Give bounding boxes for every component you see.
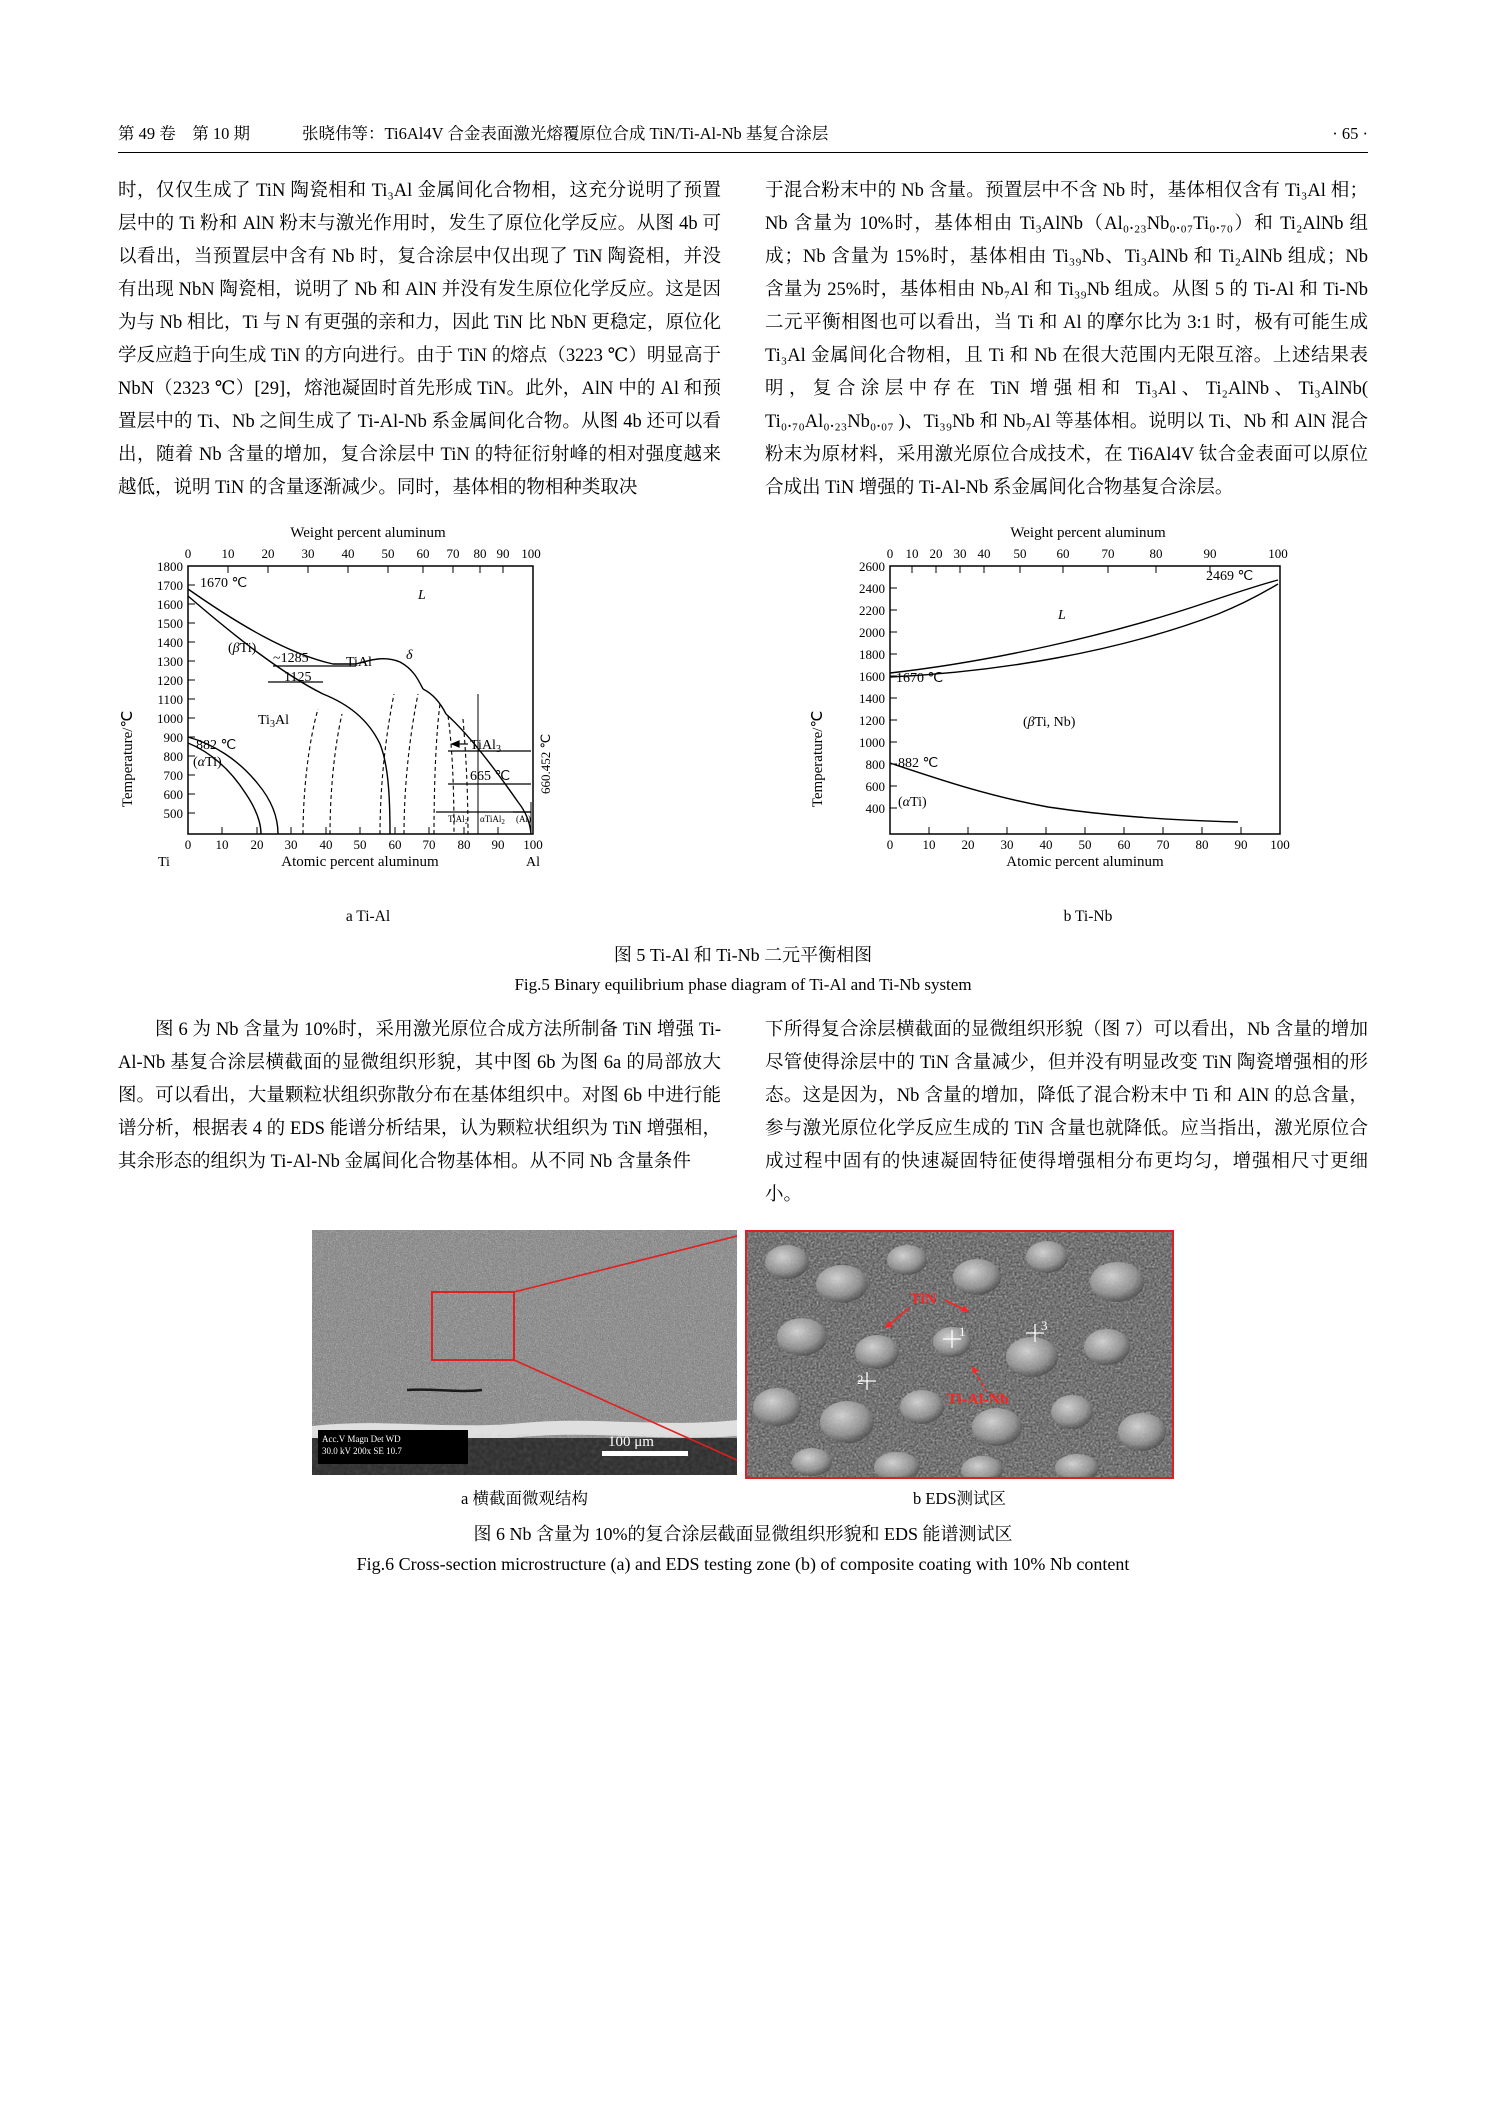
svg-text:800: 800	[163, 749, 183, 764]
svg-text:80: 80	[1195, 837, 1209, 852]
ti-nb-plot	[808, 544, 1368, 904]
figure-5	[118, 525, 1368, 1000]
svg-text:0: 0	[184, 546, 192, 561]
svg-text:90: 90	[1234, 837, 1248, 852]
svg-text:800: 800	[865, 757, 885, 772]
svg-text:50: 50	[1078, 837, 1092, 852]
svg-text:Ti-Al-Nb: Ti-Al-Nb	[947, 1391, 1009, 1408]
figure-5-caption-en: Fig.5 Binary equilibrium phase diagram of Ti-Al and Ti-Nb system	[514, 975, 972, 994]
svg-text:1: 1	[959, 1324, 966, 1339]
svg-text:500: 500	[163, 806, 183, 821]
svg-text:10: 10	[922, 837, 936, 852]
body-columns-bottom	[118, 1014, 1368, 1212]
svg-text:1400: 1400	[157, 635, 183, 650]
svg-text:δ: δ	[406, 648, 413, 663]
figure-6	[118, 1230, 1368, 1579]
paragraph-left-1: 时，仅仅生成了 TiN 陶瓷相和 Ti₃Al 金属间化合物相，这充分说明了预置层中的 Ti 粉和 AlN 粉末与激光作用时，发生了原位化学反应。从图 4b 可以看出，当预置层中含有 Nb 时，复合涂层中仅出现了 TiN 陶瓷相，并没有出现 NbN 陶瓷相，说明了 Nb 和 AlN 并没有发生原位化学反应。这是因为与 Nb 相比，Ti 与 N 有更强的亲和力，因此 TiN 比 NbN 更稳定，原位化学反应趋于向生成 TiN 的方向进行。由于 TiN 的熔点（3223 ℃）明显高于 NbN（2323 ℃）[29]，熔池凝固时首先形成 TiN。此外，AlN 中的 Al 和预置层中的 Ti、Nb 之间生成了 Ti-Al-Nb 系金属间化合物。从图 4b 还可以看出，随着 Nb 含量的增加，复合涂层中 TiN 的特征衍射峰的相对强度越来越低，说明 TiN 的含量逐渐减少。同时，基体相的物相种类取决	[118, 181, 721, 498]
svg-text:TiAl2: TiAl$_2$	[448, 814, 469, 826]
svg-text:1200: 1200	[157, 673, 183, 688]
svg-text:Ti: Ti	[158, 855, 170, 870]
svg-text:1800: 1800	[157, 559, 183, 574]
svg-text:70: 70	[446, 546, 460, 561]
svg-text:90: 90	[1203, 546, 1217, 561]
svg-text:80: 80	[473, 546, 487, 561]
svg-text:Al: Al	[526, 855, 540, 870]
svg-text:1125: 1125	[284, 670, 312, 685]
svg-text:1700: 1700	[157, 578, 183, 593]
svg-text:Atomic percent aluminum: Atomic percent aluminum	[1006, 854, 1164, 870]
figure-6a-subcaption: a 横截面微观结构	[461, 1489, 588, 1508]
svg-text:αTiAl2: αTiAl$_2$	[480, 814, 505, 826]
header-divider	[118, 152, 1368, 153]
running-head	[118, 120, 1368, 150]
svg-text:20: 20	[929, 546, 943, 561]
figure-6-subcaptions	[118, 1485, 1368, 1509]
right-column-2	[765, 1014, 1368, 1212]
svg-text:70: 70	[1101, 546, 1115, 561]
svg-text:10: 10	[905, 546, 919, 561]
body-columns-top	[118, 175, 1368, 505]
svg-text:1000: 1000	[157, 711, 183, 726]
svg-text:660.452 ℃: 660.452 ℃	[538, 733, 553, 794]
svg-text:1400: 1400	[859, 691, 885, 706]
svg-text:1600: 1600	[859, 669, 885, 684]
svg-text:1600: 1600	[157, 597, 183, 612]
left-column-2	[118, 1014, 721, 1212]
svg-text:10: 10	[221, 546, 235, 561]
page-number: · 65 ·	[1332, 124, 1368, 143]
svg-text:1000: 1000	[859, 735, 885, 750]
svg-text:100 μm: 100 μm	[608, 1434, 654, 1450]
svg-text:100: 100	[521, 546, 541, 561]
svg-text:20: 20	[261, 546, 275, 561]
left-column	[118, 175, 721, 505]
svg-text:600: 600	[865, 779, 885, 794]
svg-text:60: 60	[1117, 837, 1131, 852]
svg-text:400: 400	[865, 801, 885, 816]
figure-5-caption-cn: 图 5 Ti-Al 和 Ti-Nb 二元平衡相图	[613, 945, 873, 965]
svg-text:1100: 1100	[157, 692, 183, 707]
svg-text:(βTi, Nb): (βTi, Nb)	[1023, 715, 1076, 730]
svg-text:2200: 2200	[859, 603, 885, 618]
svg-text:2600: 2600	[859, 559, 885, 574]
figure-6-caption-cn: 图 6 Nb 含量为 10%的复合涂层截面显微组织形貌和 EDS 能谱测试区	[473, 1524, 1013, 1544]
svg-text:Atomic percent aluminum: Atomic percent aluminum	[281, 854, 439, 870]
svg-text:10: 10	[215, 837, 229, 852]
svg-text:900: 900	[163, 730, 183, 745]
svg-text:30: 30	[1000, 837, 1014, 852]
svg-text:60: 60	[1056, 546, 1070, 561]
svg-text:(βTi): (βTi)	[228, 641, 257, 656]
svg-text:700: 700	[163, 768, 183, 783]
figure-6-caption	[118, 1519, 1368, 1579]
ti-al-top-axis-title: Weight percent aluminum	[290, 525, 446, 541]
figure-5b-subcaption: b Ti-Nb	[1063, 908, 1113, 925]
svg-text:30: 30	[284, 837, 298, 852]
svg-text:TiAl3: TiAl$_3$	[470, 738, 501, 755]
svg-text:1500: 1500	[157, 616, 183, 631]
svg-text:60: 60	[388, 837, 402, 852]
svg-text:0: 0	[184, 837, 192, 852]
svg-text:0: 0	[886, 837, 894, 852]
svg-text:(αTi): (αTi)	[898, 795, 927, 810]
volume-issue: 第 49 卷 第 10 期	[118, 124, 250, 143]
svg-text:90: 90	[491, 837, 505, 852]
svg-text:2: 2	[857, 1372, 864, 1387]
svg-text:(αTi): (αTi)	[193, 755, 222, 770]
svg-text:70: 70	[422, 837, 436, 852]
figure-5-caption	[118, 940, 1368, 1000]
svg-text:50: 50	[1013, 546, 1027, 561]
paragraph-right-2: 下所得复合涂层横截面的显微组织形貌（图 7）可以看出，Nb 含量的增加尽管使得涂层中的 TiN 含量减少，但并没有明显改变 TiN 陶瓷增强相的形态。这是因为，Nb 含量的增加，降低了混合粉末中 Ti 和 AlN 的总含量，参与激光原位化学反应生成的 TiN 含量也就降低。应当指出，激光原位合成过程中固有的快速凝固特征使得增强相分布更均匀，增强相尺寸更细小。	[765, 1020, 1368, 1205]
svg-text:(Al): (Al)	[516, 814, 531, 824]
sem-image-cross-section	[312, 1230, 737, 1475]
figure-5a-subcaption: a Ti-Al	[345, 908, 391, 925]
svg-text:100: 100	[1268, 546, 1288, 561]
svg-text:60: 60	[416, 546, 430, 561]
paragraph-right-1: 于混合粉末中的 Nb 含量。预置层中不含 Nb 时，基体相仅含有 Ti₃Al 相；Nb 含量为 10%时，基体相由 Ti₃AlNb（Al₀.₂₃Nb₀.₀₇Ti₀.₇₀）和 Ti₂AlNb 组成；Nb 含量为 15%时，基体相由 Ti₃₉Nb、Ti₃AlNb 和 Ti₂AlNb 组成；Nb 含量为 25%时，基体相由 Nb₇Al 和 Ti₃₉Nb 组成。从图 5 的 Ti-Al 和 Ti-Nb 二元平衡相图也可以看出，当 Ti 和 Al 的摩尔比为 3:1 时，极有可能生成 Ti₃Al 金属间化合物相，且 Ti 和 Nb 在很大范围内无限互溶。上述结果表明，复合涂层中存在 TiN 增强相和 Ti₃Al、Ti₂AlNb、Ti₃AlNb( Ti₀.₇₀Al₀.₂₃Nb₀.₀₇ )、Ti₃₉Nb 和 Nb₇Al 等基体相。说明以 Ti、Nb 和 AlN 混合粉末为原材料，采用激光原位合成技术，在 Ti6Al4V 钛合金表面可以原位合成出 TiN 增强的 Ti-Al-Nb 系金属间化合物基复合涂层。	[765, 181, 1368, 498]
svg-text:1300: 1300	[157, 654, 183, 669]
svg-text:1800: 1800	[859, 647, 885, 662]
svg-text:1670 ℃: 1670 ℃	[896, 671, 944, 686]
svg-text:40: 40	[341, 546, 355, 561]
figure-6-caption-en: Fig.6 Cross-section microstructure (a) and EDS testing zone (b) of composite coating with 10% Nb content	[356, 1554, 1130, 1574]
svg-text:~1285: ~1285	[273, 651, 309, 666]
svg-text:882 ℃: 882 ℃	[196, 738, 237, 753]
svg-text:80: 80	[1149, 546, 1163, 561]
svg-text:TiN: TiN	[910, 1291, 937, 1308]
svg-text:2400: 2400	[859, 581, 885, 596]
svg-text:2000: 2000	[859, 625, 885, 640]
svg-text:40: 40	[1039, 837, 1053, 852]
svg-text:100: 100	[1270, 837, 1290, 852]
svg-text:80: 80	[457, 837, 471, 852]
svg-text:40: 40	[319, 837, 333, 852]
svg-text:L: L	[1058, 608, 1066, 623]
phase-diagram-ti-al	[118, 525, 618, 926]
svg-text:TiAl: TiAl	[346, 655, 372, 670]
svg-text:20: 20	[250, 837, 264, 852]
page-content	[118, 120, 1368, 1579]
right-column	[765, 175, 1368, 505]
svg-text:50: 50	[353, 837, 367, 852]
svg-text:50: 50	[381, 546, 395, 561]
svg-text:0: 0	[886, 546, 894, 561]
svg-text:Temperature/℃: Temperature/℃	[810, 710, 826, 808]
sem-image-eds-zone	[745, 1230, 1174, 1479]
svg-text:Ti3Al: $Ti_3Al$	[258, 713, 289, 730]
svg-text:90: 90	[496, 546, 510, 561]
figure-6b-subcaption: b EDS测试区	[912, 1489, 1007, 1508]
svg-text:600: 600	[163, 787, 183, 802]
svg-text:100: 100	[523, 837, 543, 852]
svg-text:20: 20	[961, 837, 975, 852]
svg-text:70: 70	[1156, 837, 1170, 852]
svg-text:30: 30	[953, 546, 967, 561]
svg-text:30: 30	[301, 546, 315, 561]
svg-text:L: L	[418, 588, 426, 603]
svg-text:30.0 kV 200x SE 10.7: 30.0 kV 200x SE 10.7	[322, 1446, 402, 1456]
svg-text:40: 40	[977, 546, 991, 561]
svg-text:Temperature/℃: Temperature/℃	[120, 710, 136, 808]
ti-nb-top-axis-title: Weight percent aluminum	[1010, 525, 1166, 541]
paragraph-left-2: 图 6 为 Nb 含量为 10%时，采用激光原位合成方法所制备 TiN 增强 Ti-Al-Nb 基复合涂层横截面的显微组织形貌，其中图 6b 为图 6a 的局部放大图。可以看出，大量颗粒状组织弥散分布在基体组织中。对图 6b 中进行能谱分析，根据表 4 的 EDS 能谱分析结果，认为颗粒状组织为 TiN 增强相，其余形态的组织为 Ti-Al-Nb 金属间化合物基体相。从不同 Nb 含量条件	[118, 1020, 721, 1172]
svg-text:3: 3	[1041, 1318, 1048, 1333]
svg-text:1200: 1200	[859, 713, 885, 728]
svg-text:1670 ℃: 1670 ℃	[200, 576, 248, 591]
svg-text:665 ℃: 665 ℃	[470, 769, 511, 784]
phase-diagram-ti-nb	[808, 525, 1368, 926]
svg-text:Acc.V Magn Det WD: Acc.V Magn Det WD	[322, 1434, 401, 1444]
article-running-title: 张晓伟等：Ti6Al4V 合金表面激光熔覆原位合成 TiN/Ti-Al-Nb 基复合涂层	[302, 124, 829, 143]
svg-text:882 ℃: 882 ℃	[898, 756, 939, 771]
svg-text:2469 ℃: 2469 ℃	[1206, 569, 1254, 584]
ti-al-plot	[118, 544, 618, 904]
